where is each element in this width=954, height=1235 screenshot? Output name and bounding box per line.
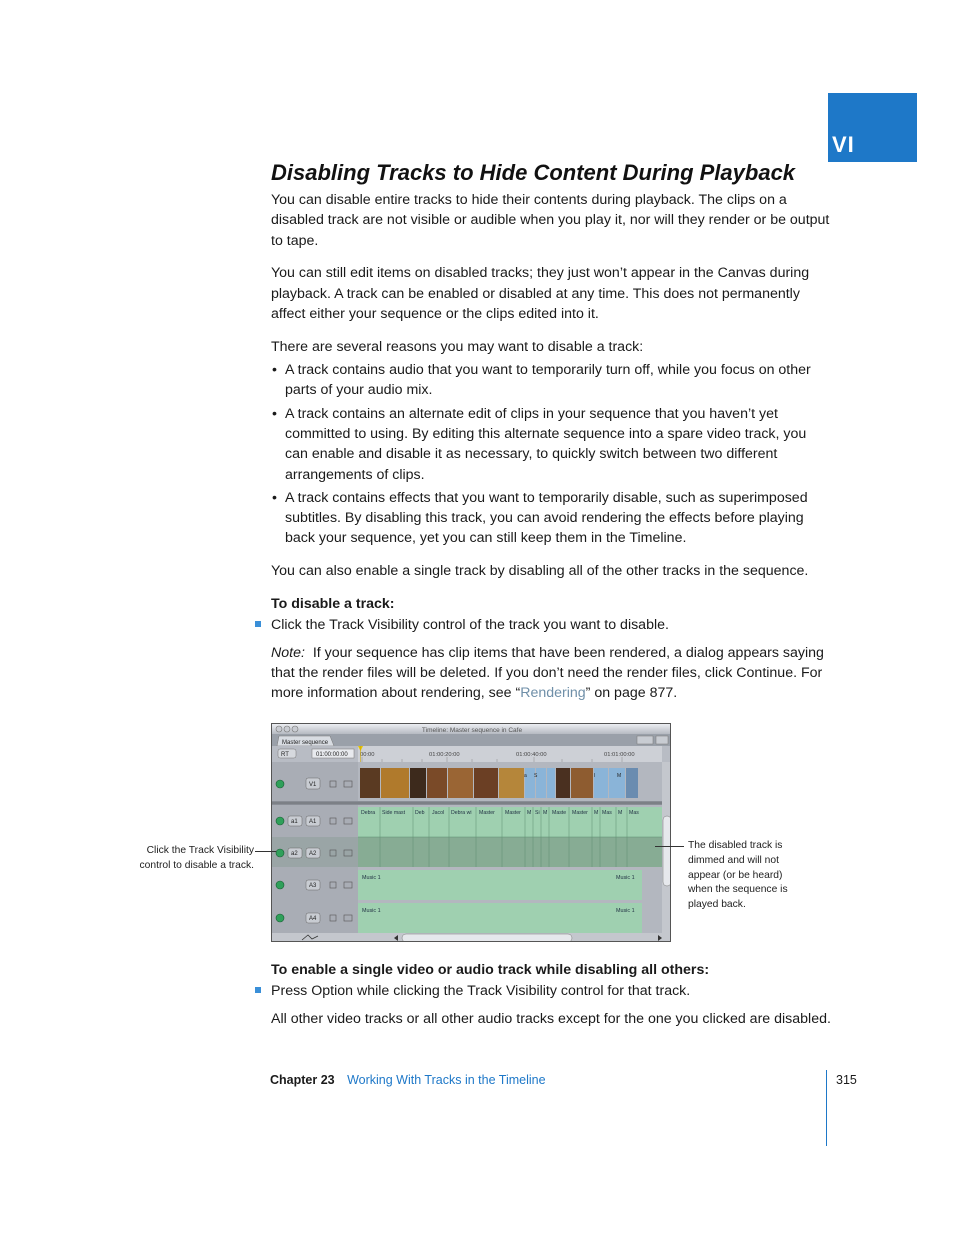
audio-clip-label: M: [618, 810, 623, 816]
timeline-window: [272, 724, 671, 942]
audio-clip-label: Master: [505, 810, 521, 816]
body-text: [271, 190, 831, 716]
page-number: 315: [836, 1073, 857, 1087]
music-clip-label: Music 1: [616, 875, 635, 881]
audio-clip-label: Jacol: [432, 810, 445, 816]
paragraph: You can still edit items on disabled tracks; they just won’t appear in the Canvas during playback. A track can be enabled or disabled at any time. This does not permanently affect either your sequence or the clips edited into it.: [271, 265, 810, 322]
audio-clip-label: Debra: [361, 810, 376, 816]
svg-text:I: I: [594, 773, 596, 779]
track-label: A1: [309, 819, 317, 825]
track-visibility-icon[interactable]: [276, 780, 284, 788]
audio-clip-label: Si: [535, 810, 540, 816]
minimize-button-icon[interactable]: [284, 726, 290, 732]
audio-clip-label: M: [594, 810, 599, 816]
note-label: Note:: [271, 644, 305, 661]
audio-clip-label: Master: [572, 810, 588, 816]
callout-right-line: [655, 846, 684, 847]
track-label: A2: [309, 851, 317, 857]
step-text: Press Option while clicking the Track Visibility control for that track.: [271, 983, 691, 1000]
ruler-label: 01:00:40:00: [516, 752, 547, 758]
body-text-lower: [271, 960, 831, 1041]
rt-label: RT: [281, 752, 289, 758]
vertical-scrollbar[interactable]: [663, 816, 671, 886]
music-clip-label: Music 1: [362, 875, 381, 881]
track-label: a1: [291, 819, 298, 825]
footer-chapter-number: Chapter 23: [270, 1073, 335, 1087]
track-label: a2: [291, 851, 298, 857]
window-title: Timeline: Master sequence in Cafe: [421, 727, 523, 734]
audio-clip-label: Side mast: [382, 810, 406, 816]
timeline-screenshot: [271, 723, 671, 942]
note-text: If your sequence has clip items that have been rendered, a dialog appears saying that the render files will be deleted. If you don’t need the render files, click Continue. For more information about rendering, see “: [271, 644, 824, 702]
horizontal-scrollbar[interactable]: [402, 934, 572, 942]
audio-clip-label: Mas: [629, 810, 639, 816]
audio-clip-label: Maste: [552, 810, 567, 816]
callout-right: The disabled track is dimmed and will not appear (or be heard) when the sequence is played back.: [688, 840, 788, 911]
track-visibility-icon[interactable]: [276, 914, 284, 922]
music-clip-label: Music 1: [362, 908, 381, 914]
callout-left-line: [255, 851, 276, 852]
music-clip-label: Music 1: [616, 908, 635, 914]
tab-label: Master sequence: [282, 740, 329, 746]
footer-rule: [826, 1070, 827, 1146]
section-heading: Disabling Tracks to Hide Content During Playback: [271, 160, 796, 185]
paragraph: You can disable entire tracks to hide their contents during playback. The clips on a disabled track are not visible or audible when you play it, nor will they render or be output to tape.: [271, 192, 830, 249]
v1-clips: [360, 768, 638, 798]
step-bullet-icon: [255, 621, 261, 627]
ruler-label: 00:00: [360, 752, 375, 758]
svg-text:M: M: [617, 773, 622, 779]
audio-clip-label: Master: [479, 810, 495, 816]
paragraph: You can also enable a single track by disabling all of the other tracks in the sequence.: [271, 563, 809, 580]
procedure-heading: To enable a single video or audio track while disabling all others:: [271, 962, 710, 978]
ruler-label: 01:00:20:00: [429, 752, 460, 758]
svg-text:S: S: [534, 773, 538, 779]
track-visibility-icon[interactable]: [276, 849, 284, 857]
step-bullet-icon: [255, 987, 261, 993]
zoom-control-icon[interactable]: [637, 736, 653, 744]
paragraph: All other video tracks or all other audio tracks except for the one you clicked are disabled.: [271, 1010, 831, 1027]
layout-control-icon[interactable]: [656, 736, 668, 744]
reasons-list: [271, 360, 831, 549]
paragraph: There are several reasons you may want to disable a track:: [271, 338, 644, 355]
procedure-step: [271, 981, 831, 1001]
svg-text:a: a: [524, 773, 527, 779]
note: [271, 643, 831, 704]
procedure-heading: To disable a track:: [271, 596, 395, 613]
rendering-link[interactable]: Rendering: [520, 685, 586, 702]
track-visibility-icon[interactable]: [276, 817, 284, 825]
audio-clip-label: Debra wi: [451, 810, 472, 816]
note-end: ” on page 877.: [585, 685, 678, 702]
track-label: A4: [309, 916, 317, 922]
ruler-label: 01:01:00:00: [604, 752, 635, 758]
footer-chapter-title[interactable]: Working With Tracks in the Timeline: [347, 1073, 546, 1087]
timecode-value: 01:00:00:00: [316, 752, 348, 758]
audio-clip-label: Mas: [602, 810, 612, 816]
section-tab: [828, 93, 917, 162]
footer-chapter: [270, 1073, 546, 1087]
audio-clip-label: M: [543, 810, 548, 816]
list-item: • A track contains effects that you want to temporarily disable, such as superimposed subtitles. By disabling this track, you can avoid rendering the effects before playing back your sequence, yet you can still keep them in the Timeline.: [271, 488, 831, 549]
track-visibility-icon[interactable]: [276, 881, 284, 889]
track-label: A3: [309, 883, 317, 889]
procedure-step: [271, 615, 831, 635]
track-label: V1: [309, 782, 317, 788]
list-item: • A track contains an alternate edit of clips in your sequence that you haven’t yet committed to using. By editing this alternate sequence into a spare video track, you can enable and disable it as necessary, to quickly switch between two different arrangements of clips.: [271, 404, 831, 485]
audio-clip-label: M: [527, 810, 532, 816]
audio-clip-label: Deb: [415, 810, 425, 816]
close-button-icon[interactable]: [276, 726, 282, 732]
list-item: • A track contains audio that you want to temporarily turn off, while you focus on other parts of your audio mix.: [271, 360, 831, 401]
step-text: Click the Track Visibility control of the track you want to disable.: [271, 617, 669, 634]
callout-left: Click the Track Visibility control to disable a track.: [139, 845, 254, 871]
section-tab-label: VI: [832, 132, 855, 157]
zoom-button-icon[interactable]: [292, 726, 298, 732]
